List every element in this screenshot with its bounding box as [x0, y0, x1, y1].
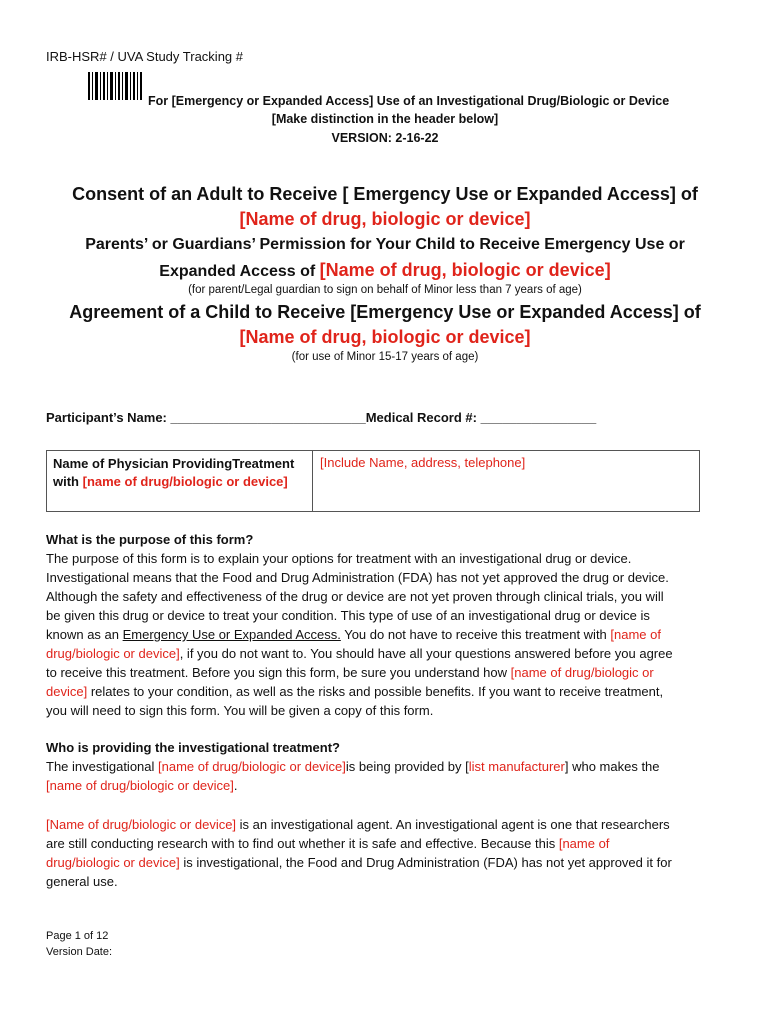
agreement-title: Agreement of a Child to Receive [Emergency Use or Expanded Access] of [69, 302, 701, 322]
header-line-1: For [Emergency or Expanded Access] Use of an Investigational Drug/Biologic or Device [148, 94, 670, 108]
purpose-line [46, 663, 726, 682]
page-number: Page 1 of 12 [46, 930, 109, 942]
emergency-use-term: Emergency Use or Expanded Access. [122, 627, 341, 642]
purpose-text: relates to your condition, as well as the risks and possible benefits. If you want to receive treatment, [87, 684, 664, 699]
parents-title-line-1: Parents’ or Guardians’ Permission for Your Child to Receive Emergency Use or [85, 236, 685, 253]
physician-info-cell[interactable]: [Include Name, address, telephone] [320, 455, 526, 470]
purpose-text: , if you do not want to. You should have all your questions answered before you agree [179, 646, 673, 661]
purpose-text: You do not have to receive this treatment with [340, 627, 611, 642]
agent-text: is an investigational agent. An investigational agent is one that researchers [236, 817, 670, 832]
agreement-note: (for use of Minor 15-17 years of age) [291, 351, 479, 363]
agent-line [46, 815, 726, 834]
consent-title: Consent of an Adult to Receive [ Emergency Use or Expanded Access] of [72, 184, 698, 204]
provider-line [46, 757, 726, 776]
parents-title-line-2 [0, 260, 770, 281]
purpose-line: Although the safety and effectiveness of the drug or device are not yet proven through clinical trials, you will [46, 589, 664, 604]
medical-record-field[interactable]: Medical Record #: ________________ [365, 410, 597, 425]
participant-fields [46, 410, 596, 425]
purpose-line: you will need to sign this form. You will be given a copy of this form. [46, 703, 434, 718]
parents-title-drug-placeholder: [Name of drug, biologic or device] [319, 260, 611, 280]
provider-text: The investigational [46, 759, 159, 774]
purpose-text: known as an [46, 627, 123, 642]
purpose-line [46, 625, 726, 644]
header-version: VERSION: 2-16-22 [331, 131, 439, 145]
page-footer [46, 928, 112, 960]
drug-placeholder: drug/biologic or device] [46, 646, 180, 661]
drug-placeholder: [name of [558, 836, 610, 851]
physician-label-line-2 [53, 473, 294, 491]
agent-line [46, 853, 726, 872]
physician-label-cell [47, 451, 313, 511]
purpose-line: be given this drug or device to treat your condition. This type of use of an investigational drug or device is [46, 608, 650, 623]
agent-text: are still conducting research with to find out whether it is safe and effective. Because this [46, 836, 559, 851]
agent-text: is investigational, the Food and Drug Administration (FDA) has not yet approved it for [179, 855, 672, 870]
provider-line [46, 776, 726, 795]
manufacturer-placeholder: list manufacturer [468, 759, 565, 774]
provider-text: . [233, 778, 238, 793]
drug-placeholder: [name of [610, 627, 661, 642]
physician-label-prefix: with [53, 474, 83, 489]
parents-title-prefix: Expanded Access of [159, 263, 320, 280]
agent-line: general use. [46, 874, 118, 889]
version-date: Version Date: [46, 946, 113, 958]
provider-paragraph [46, 757, 726, 795]
purpose-line: The purpose of this form is to explain your options for treatment with an investigational drug or device. [46, 551, 632, 566]
drug-placeholder: [name of drug/biologic or [510, 665, 654, 680]
drug-placeholder: device] [46, 684, 88, 699]
provider-heading: Who is providing the investigational treatment? [46, 740, 340, 755]
barcode-icon [88, 72, 142, 106]
purpose-line: Investigational means that the Food and Drug Administration (FDA) has not yet approved the drug or device. [46, 570, 669, 585]
drug-placeholder: [Name of drug/biologic or device] [46, 817, 237, 832]
purpose-line [46, 644, 726, 663]
drug-placeholder: drug/biologic or device] [46, 855, 180, 870]
tracking-number-label: IRB-HSR# / UVA Study Tracking # [46, 49, 243, 64]
consent-title-drug-placeholder: [Name of drug, biologic or device] [239, 209, 531, 229]
parents-note: (for parent/Legal guardian to sign on behalf of Minor less than 7 years of age) [188, 284, 582, 296]
physician-label-line-1: Name of Physician ProvidingTreatment [53, 456, 295, 471]
physician-table [46, 450, 700, 512]
drug-placeholder: [name of drug/biologic or device] [46, 778, 234, 793]
participant-name-field[interactable]: Participant’s Name: ___________________________ [46, 410, 366, 425]
purpose-paragraph [46, 549, 726, 720]
agent-paragraph [46, 815, 726, 891]
header-line-2: [Make distinction in the header below] [271, 112, 499, 126]
provider-text: ] who makes the [564, 759, 660, 774]
drug-placeholder: [name of drug/biologic or device] [158, 759, 346, 774]
agent-line [46, 834, 726, 853]
provider-text: is being provided by [ [345, 759, 469, 774]
purpose-line [46, 682, 726, 701]
agreement-title-drug-placeholder: [Name of drug, biologic or device] [239, 327, 531, 347]
purpose-heading: What is the purpose of this form? [46, 532, 254, 547]
purpose-text: to receive this treatment. Before you sign this form, be sure you understand how [46, 665, 511, 680]
physician-drug-placeholder: [name of drug/biologic or device] [82, 474, 288, 489]
